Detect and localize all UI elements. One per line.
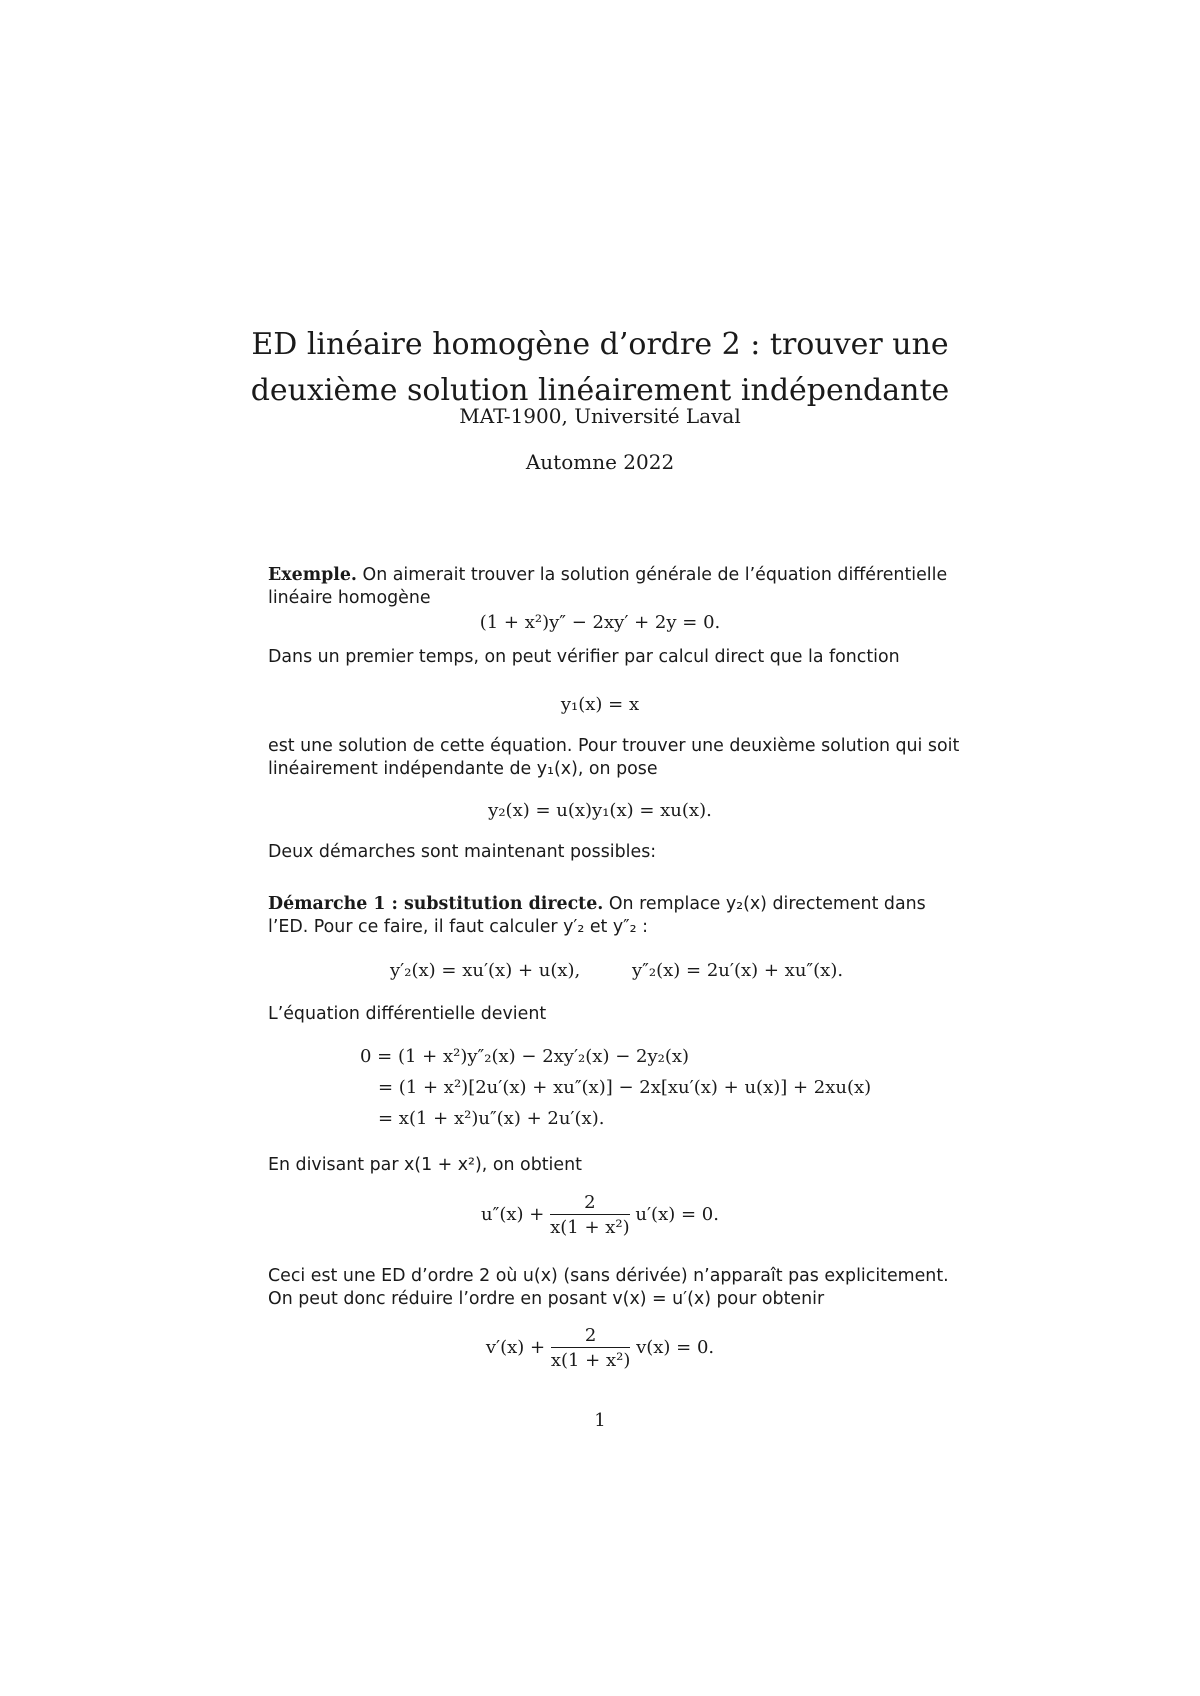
equation-u-right: u′(x) = 0.	[635, 1204, 719, 1225]
example-text-4: est une solution de cette équation. Pour trouver une deuxième solution qui soit	[268, 736, 960, 756]
demarche1-text-3: L’équation différentielle devient	[268, 1004, 547, 1024]
example-text-3: Dans un premier temps, on peut vérifier par calcul direct que la fonction	[268, 647, 900, 667]
title-line-1: ED linéaire homogène d’ordre 2 : trouver une	[251, 327, 949, 362]
equation-v-right: v(x) = 0.	[636, 1337, 715, 1358]
equation-u-left: u″(x) +	[481, 1204, 545, 1225]
demarche1-heading: Démarche 1 : substitution directe.	[268, 894, 604, 914]
demarche1-text-4: En divisant par x(1 + x²), on obtient	[268, 1155, 582, 1175]
equation-y2-prime: y′₂(x) = xu′(x) + u(x),	[390, 960, 581, 981]
equation-u-numerator: 2	[550, 1192, 630, 1215]
equation-y1: y₁(x) = x	[560, 694, 640, 715]
term: Automne 2022	[525, 450, 675, 474]
equation-v-left: v′(x) +	[485, 1337, 546, 1358]
example-text-1: On aimerait trouver la solution générale de l’équation différentielle	[356, 565, 948, 585]
title-line-2: deuxième solution linéairement indépendante	[250, 373, 950, 408]
equation-v-numerator: 2	[551, 1325, 631, 1348]
equation-y2: y₂(x) = u(x)y₁(x) = xu(x).	[488, 800, 712, 821]
equation-y2-double-prime: y″₂(x) = 2u′(x) + xu″(x).	[632, 960, 844, 981]
demarche1-text-5: Ceci est une ED d’ordre 2 où u(x) (sans dérivée) n’apparaît pas explicitement.	[268, 1266, 949, 1286]
document-title	[0, 322, 1200, 414]
example-text-5: linéairement indépendante de y₁(x), on pose	[268, 759, 658, 779]
example-heading: Exemple.	[268, 565, 357, 585]
example-paragraph-line-1	[268, 565, 947, 585]
page-number: 1	[594, 1410, 606, 1431]
equation-u-fraction	[550, 1192, 630, 1238]
derivation-line-3: = x(1 + x²)u″(x) + 2u′(x).	[378, 1108, 605, 1129]
demarche1-line-1	[268, 894, 926, 914]
example-text-6: Deux démarches sont maintenant possibles:	[268, 842, 657, 862]
derivation-line-2: = (1 + x²)[2u′(x) + xu″(x)] − 2x[xu′(x) + u(x)] + 2xu(x)	[378, 1077, 872, 1098]
equation-v-fraction	[551, 1325, 631, 1371]
demarche1-text-2: l’ED. Pour ce faire, il faut calculer y′₂ et y″₂ :	[268, 917, 649, 937]
equation-u-denominator: x(1 + x²)	[550, 1217, 630, 1238]
equation-v-denominator: x(1 + x²)	[550, 1350, 631, 1371]
equation-v	[0, 1325, 1200, 1371]
example-text-2: linéaire homogène	[268, 588, 431, 608]
demarche1-text-6: On peut donc réduire l’ordre en posant v(x) = u′(x) pour obtenir	[268, 1289, 825, 1309]
derivation-line-1: 0 = (1 + x²)y″₂(x) − 2xy′₂(x) − 2y₂(x)	[360, 1046, 690, 1067]
main-equation: (1 + x²)y″ − 2xy′ + 2y = 0.	[479, 612, 721, 633]
course-name: MAT-1900, Université Laval	[459, 404, 741, 428]
equation-u	[0, 1192, 1200, 1238]
demarche1-text-1: On remplace y₂(x) directement dans	[603, 894, 926, 914]
